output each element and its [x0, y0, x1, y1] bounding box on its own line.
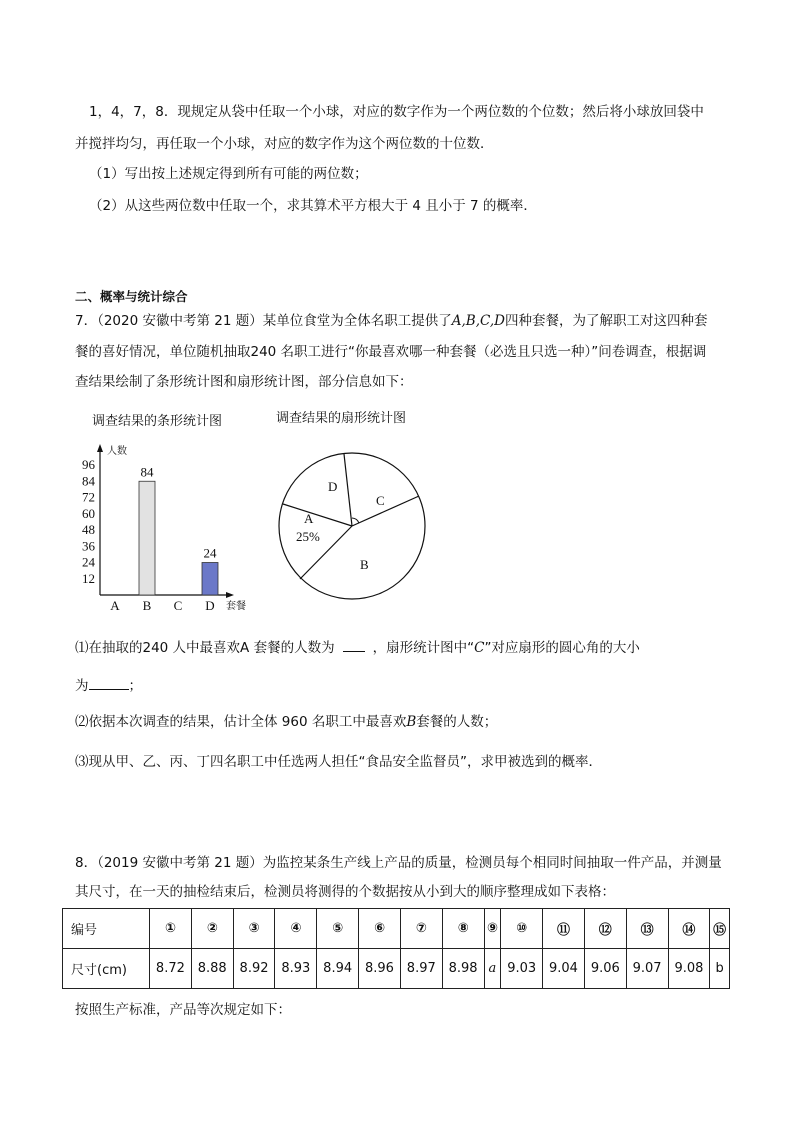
table-cell-size: 8.93 [275, 949, 317, 989]
bar-category-label: B [142, 598, 152, 613]
problem7-question1 [75, 638, 640, 658]
bar-ytick-label: 12 [82, 570, 95, 586]
table-cell-size: b [710, 949, 730, 989]
problem8-after: 按照生产标准，产品等次规定如下： [75, 1002, 291, 1018]
table-cell-size: 9.03 [501, 949, 543, 989]
pie-divider-cb [352, 496, 419, 526]
bar-y-axis-arrow [97, 444, 103, 452]
table-cell-size: a [484, 949, 501, 989]
pie-chart [278, 452, 428, 602]
bar-ytick-label: 96 [82, 457, 95, 472]
problem7-question1-cont [75, 676, 142, 696]
bar-data-label: 24 [203, 545, 217, 561]
bar-x-axis-arrow [226, 592, 234, 598]
table-row-sizes [63, 949, 730, 989]
pie-label-b: B [360, 557, 369, 572]
problem7-line2: 餐的喜好情况，单位随机抽取240 名职工进行“你最喜欢哪一种套餐（必选且只选一种）”问卷调查，根据调 [75, 344, 707, 360]
problem7-line3: 查结果绘制了条形统计图和扇形统计图，部分信息如下： [75, 374, 413, 390]
problem6-question2: （2）从这些两位数中任取一个，求其算术平方根大于 4 且小于 7 的概率． [89, 198, 537, 214]
bar-chart-title: 调查结果的条形统计图 [92, 414, 223, 429]
problem7-question3: ⑶现从甲、乙、丙、丁四名职工中任选两人担任“食品安全监督员”，求甲被选到的概率． [75, 754, 602, 770]
table-cell-size: 8.72 [150, 949, 192, 989]
problem8-line1: 8．（2019 安徽中考第 21 题）为监控某条生产线上产品的质量，检测员每个相同时间抽取一件产品，并测量 [75, 855, 722, 871]
bar-chart-yticks [82, 457, 96, 586]
pie-label-a: A [304, 511, 314, 526]
table-cell-id: ③ [233, 909, 275, 949]
table-cell-size: 9.08 [668, 949, 710, 989]
problem7-line1 [75, 311, 707, 331]
table-cell-id: ⑪ [543, 909, 585, 949]
pie-label-a-pct: 25% [296, 529, 320, 544]
pie-label-c: C [376, 493, 385, 508]
bar-ytick-label: 36 [82, 538, 95, 554]
bar-ytick-label: 72 [82, 489, 95, 505]
answer-blank-1 [343, 638, 365, 652]
table-cell-size: 8.96 [359, 949, 401, 989]
answer-blank-2 [89, 676, 129, 690]
bar-chart [60, 430, 260, 620]
pie-center-angle-mark [352, 518, 359, 523]
bar-chart-categories [110, 598, 214, 613]
table-cell-size: 8.92 [233, 949, 275, 989]
bar-category-label: C [173, 598, 183, 613]
table-cell-size: 8.98 [442, 949, 484, 989]
pie-chart-title: 调查结果的扇形统计图 [276, 411, 407, 426]
pie-divider-dc [344, 454, 352, 526]
problem6-line2: 并搅拌均匀，再任取一个小球，对应的数字作为这个两位数的十位数． [75, 136, 494, 152]
problem8-line2: 其尺寸，在一天的抽检结束后，检测员将测得的个数据按从小到大的顺序整理成如下表格： [75, 884, 615, 900]
table-cell-id: ② [191, 909, 233, 949]
q1-mid: ，扇形统计图中“ [372, 640, 475, 656]
pie-divider-ad [283, 504, 352, 526]
q1b-end: ； [128, 678, 142, 694]
table-cell-size: 9.04 [543, 949, 585, 989]
table-cell-id: ④ [275, 909, 317, 949]
q2-var: B [406, 714, 417, 730]
table-cell-size: 9.07 [626, 949, 668, 989]
problem7-line1-var: A,B,C,D [451, 313, 505, 329]
table-cell-id: ⑫ [584, 909, 626, 949]
table-cell-id: ⑧ [442, 909, 484, 949]
bar-data-label: 84 [140, 464, 154, 480]
table-cell-size: 8.88 [191, 949, 233, 989]
table-cell-size: 9.06 [584, 949, 626, 989]
problem6-line1: 1，4，7，8．现规定从袋中任取一个小球，对应的数字作为一个两位数的个位数；然后将小球放回袋中 [89, 104, 704, 120]
bar-ytick-label: 24 [82, 554, 95, 570]
bar-ytick-label: 48 [82, 522, 95, 537]
table-cell-id: ⑮ [710, 909, 730, 949]
table-cell-id: ⑤ [317, 909, 359, 949]
bar-chart-ylabel: 人数 [107, 446, 127, 457]
problem7-question2 [75, 712, 497, 732]
table-head-id: 编号 [63, 909, 150, 949]
bar-d [202, 563, 218, 596]
bar-b [139, 481, 155, 595]
problem7-line1-post: 四种套餐，为了解职工对这四种套 [504, 313, 708, 329]
bar-chart-bars [139, 464, 218, 595]
data-table [62, 908, 730, 989]
table-cell-id: ⑬ [626, 909, 668, 949]
table-cell-id: ⑥ [359, 909, 401, 949]
q1-var: C [474, 640, 485, 656]
q2-pre: ⑵依据本次调查的结果，估计全体 960 名职工中最喜欢 [75, 714, 407, 730]
table-cell-size: 8.94 [317, 949, 359, 989]
table-cell-id: ⑦ [400, 909, 442, 949]
bar-category-label: A [110, 598, 120, 613]
bar-category-label: D [205, 598, 215, 613]
table-cell-id: ⑩ [501, 909, 543, 949]
bar-chart-xlabel: 套餐 [226, 601, 246, 612]
q1b-text: 为 [75, 678, 89, 694]
problem6-question1: （1）写出按上述规定得到所有可能的两位数； [89, 166, 368, 182]
table-cell-size: 8.97 [400, 949, 442, 989]
pie-label-d: D [328, 479, 338, 494]
q1-post: ”对应扇形的圆心角的大小 [484, 640, 640, 656]
bar-ytick-label: 60 [82, 505, 95, 521]
q2-post: 套餐的人数； [416, 714, 498, 730]
section-heading: 二、概率与统计综合 [75, 289, 188, 304]
problem7-line1-pre: 7．（2020 安徽中考第 21 题）某单位食堂为全体名职工提供了 [75, 313, 452, 329]
q1-pre: ⑴在抽取的240 人中最喜欢A 套餐的人数为 [75, 640, 335, 656]
table-head-size: 尺寸(cm) [63, 949, 150, 989]
table-row-ids [63, 909, 730, 949]
bar-ytick-label: 84 [82, 473, 95, 489]
table-cell-id: ⑨ [484, 909, 501, 949]
table-cell-id: ① [150, 909, 192, 949]
table-cell-id: ⑭ [668, 909, 710, 949]
